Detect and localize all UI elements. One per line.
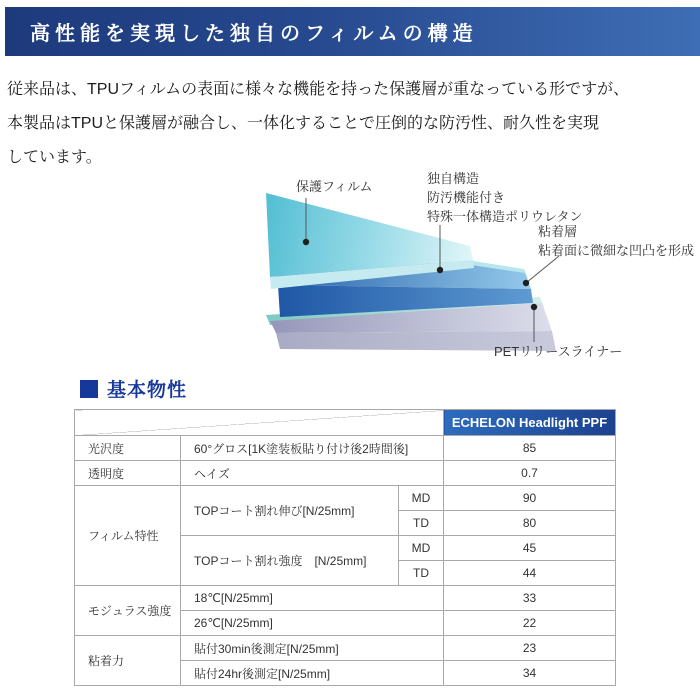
direction-cell: TD [399, 561, 444, 586]
spec-table [74, 409, 616, 686]
value-cell: 85 [444, 436, 616, 461]
table-header-row [75, 410, 616, 436]
dot-adhesive [523, 280, 529, 286]
value-cell: 34 [444, 661, 616, 686]
label-unique-structure-line1: 独自構造 [427, 171, 480, 186]
category-cell: 光沢度 [75, 436, 181, 461]
property-cell: ヘイズ [181, 461, 444, 486]
property-cell: 60°グロス[1K塗装板貼り付け後2時間後] [181, 436, 444, 461]
product-header-cell: ECHELON Headlight PPF [444, 410, 616, 436]
direction-cell: MD [399, 536, 444, 561]
table-row [75, 636, 616, 661]
property-cell: TOPコート割れ強度 [N/25mm] [181, 536, 399, 586]
section-header [80, 375, 187, 402]
table-row [75, 586, 616, 611]
value-cell: 44 [444, 561, 616, 586]
table-row [75, 436, 616, 461]
label-adhesive-line2: 粘着面に微細な凹凸を形成 [538, 243, 695, 258]
category-cell: 粘着力 [75, 636, 181, 686]
category-cell: フィルム特性 [75, 486, 181, 586]
label-protective-film: 保護フィルム [296, 179, 373, 194]
property-cell: 26℃[N/25mm] [181, 611, 444, 636]
value-cell: 33 [444, 586, 616, 611]
table-row [75, 486, 616, 511]
label-pet-liner: PETリリースライナー [494, 344, 623, 359]
label-adhesive-line1: 粘着層 [538, 224, 578, 239]
dot-protective-film [303, 239, 309, 245]
section-title: 基本物性 [107, 380, 188, 401]
value-cell: 0.7 [444, 461, 616, 486]
intro-line-2: 本製品はTPUと保護層が融合し、一体化することで圧倒的な防汚性、耐久性を実現 [7, 115, 600, 132]
value-cell: 22 [444, 611, 616, 636]
value-cell: 90 [444, 486, 616, 511]
page-title: 高性能を実現した独自のフィルムの構造 [30, 21, 478, 45]
intro-line-3: しています。 [7, 149, 102, 166]
label-unique-structure [427, 169, 582, 226]
table-row [75, 461, 616, 486]
direction-cell: MD [399, 486, 444, 511]
value-cell: 45 [444, 536, 616, 561]
value-cell: 23 [444, 636, 616, 661]
intro-paragraph [7, 73, 697, 175]
property-cell: TOPコート割れ伸び[N/25mm] [181, 486, 399, 536]
direction-cell: TD [399, 511, 444, 536]
section-bullet-icon [80, 380, 98, 398]
label-unique-structure-line2: 防汚機能付き [427, 190, 506, 205]
leader-adhesive [526, 256, 559, 283]
property-cell: 18℃[N/25mm] [181, 586, 444, 611]
table-corner-cell [75, 410, 444, 436]
header-banner [5, 7, 700, 56]
property-cell: 貼付24hr後測定[N/25mm] [181, 661, 444, 686]
category-cell: 透明度 [75, 461, 181, 486]
category-cell: モジュラス強度 [75, 586, 181, 636]
dot-pet-liner [531, 304, 537, 310]
label-adhesive-layer [538, 222, 694, 260]
dot-unique-structure [437, 267, 443, 273]
intro-line-1: 従来品は、TPUフィルムの表面に様々な機能を持った保護層が重なっている形ですが、 [7, 81, 630, 98]
value-cell: 80 [444, 511, 616, 536]
label-unique-structure-line3: 特殊一体構造ポリウレタン [427, 209, 583, 224]
property-cell: 貼付30min後測定[N/25mm] [181, 636, 444, 661]
